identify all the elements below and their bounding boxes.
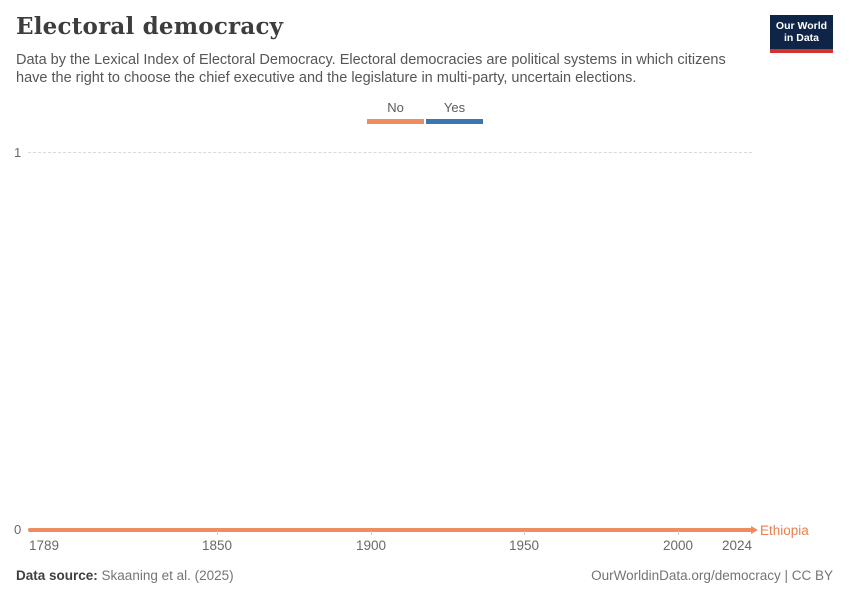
y-axis-tick-0: 0 bbox=[14, 522, 22, 537]
footer-attribution bbox=[591, 568, 833, 583]
legend-swatch-no bbox=[367, 119, 424, 124]
footer-source bbox=[16, 568, 234, 583]
legend-item-yes[interactable] bbox=[426, 100, 483, 124]
x-tick-mark-2000 bbox=[678, 531, 679, 535]
gridline-y1 bbox=[28, 152, 752, 153]
footer-source-value[interactable]: Skaaning et al. (2025) bbox=[101, 568, 234, 583]
footer-source-label: Data source: bbox=[16, 568, 98, 583]
legend-item-no[interactable] bbox=[367, 100, 424, 124]
x-tick-mark-1900 bbox=[371, 531, 372, 535]
x-axis-tick-1900: 1900 bbox=[355, 538, 387, 553]
legend-swatch-yes bbox=[426, 119, 483, 124]
entity-label: Ethiopia bbox=[760, 523, 809, 538]
owid-logo[interactable] bbox=[770, 15, 833, 53]
x-tick-mark-1850 bbox=[217, 531, 218, 535]
legend-label-yes: Yes bbox=[443, 100, 466, 115]
series-endmarker bbox=[751, 526, 758, 534]
owid-logo-line2: in Data bbox=[783, 32, 819, 44]
footer-url-link[interactable]: OurWorldinData.org/democracy bbox=[591, 568, 781, 583]
y-axis-tick-1: 1 bbox=[14, 145, 22, 160]
legend-label-no: No bbox=[387, 100, 404, 115]
x-axis-tick-1850: 1850 bbox=[201, 538, 233, 553]
x-axis-tick-2024: 2024 bbox=[721, 538, 753, 553]
x-tick-mark-1950 bbox=[524, 531, 525, 535]
legend bbox=[0, 100, 850, 124]
owid-logo-line1: Our World bbox=[775, 19, 828, 32]
series-line-ethiopia[interactable] bbox=[28, 528, 752, 532]
chart-title: Electoral democracy bbox=[16, 13, 284, 40]
x-axis-tick-1789: 1789 bbox=[28, 538, 60, 553]
x-axis-tick-2000: 2000 bbox=[662, 538, 694, 553]
footer-separator: | bbox=[780, 568, 792, 583]
footer-license-link[interactable]: CC BY bbox=[791, 568, 833, 583]
chart-subtitle: Data by the Lexical Index of Electoral Democracy. Electoral democracies are political systems in which citizens have the right to choose the chief executive and the legislature in multi-party, uncertain elections. bbox=[16, 52, 726, 86]
x-axis-tick-1950: 1950 bbox=[508, 538, 540, 553]
